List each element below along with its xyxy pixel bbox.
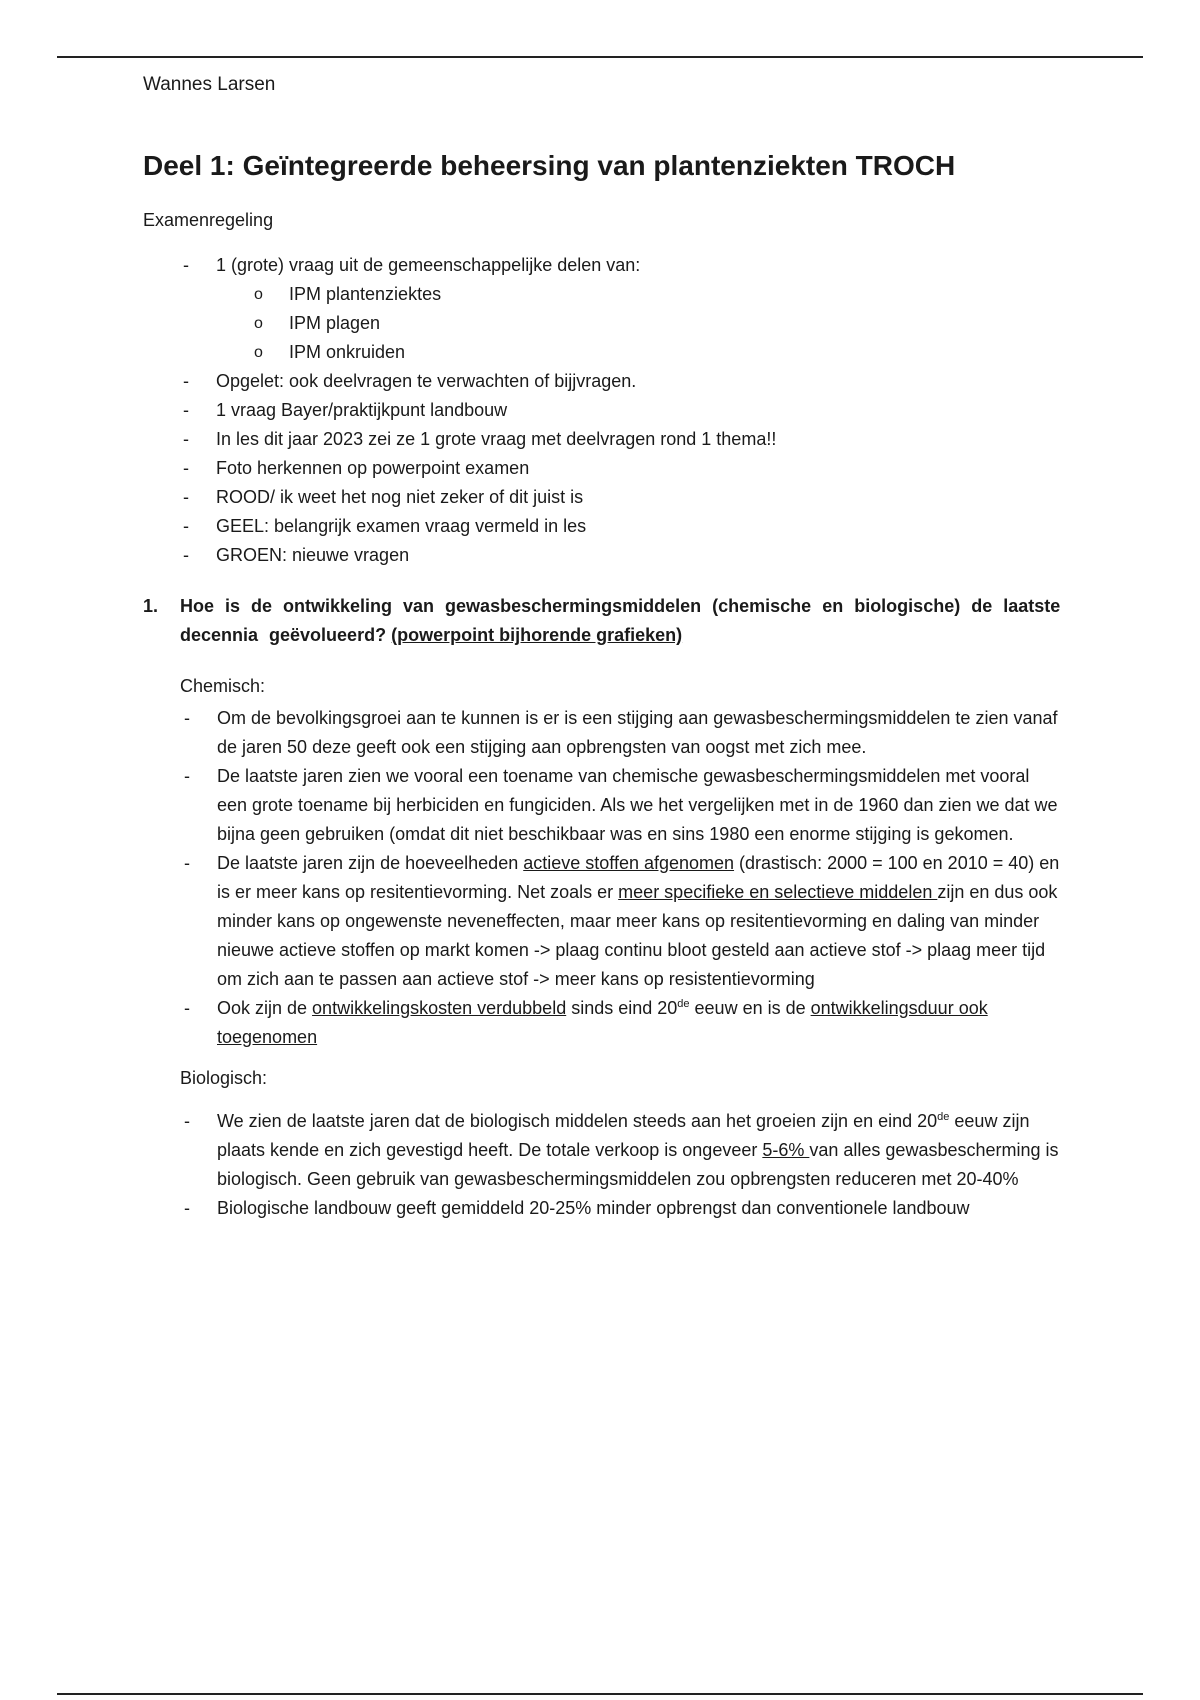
- question-1: [143, 592, 1063, 650]
- question-text: Hoe is de ontwikkeling van gewasbeschermingsmiddelen (chemische en biologische) de laatste decennia geëvolueerd?: [180, 596, 1061, 645]
- list-item: - ROOD/ ik weet het nog niet zeker of dit juist is: [143, 483, 1063, 512]
- list-item: - In les dit jaar 2023 zei ze 1 grote vraag met deelvragen rond 1 thema!!: [143, 425, 1063, 454]
- list-item: - Opgelet: ook deelvragen te verwachten of bijjvragen.: [143, 367, 1063, 396]
- list-item: - GROEN: nieuwe vragen: [143, 541, 1063, 570]
- list-item: - Om de bevolkingsgroei aan te kunnen is er is een stijging aan gewasbeschermingsmiddelen te zien vanaf de jaren 50 deze geeft ook een stijging aan opbrengsten van oogst met zich mee.: [180, 704, 1063, 762]
- biologisch-list: [180, 1107, 1063, 1223]
- list-item: - De laatste jaren zijn de hoeveelheden actieve stoffen afgenomen (drastisch: 2000 = 100 en 2010 = 40) en is er meer kans op resitentievorming. Net zoals er meer specifieke en selectieve middelen zijn en dus ook minder kans op ongewenste neveneffecten, maar meer kans op resitentievorming en daling van minder nieuwe actieve stoffen op markt komen -> plaag continu bloot gesteld aan actieve stof -> plaag meer tijd om zich aan te passen aan actieve stof -> meer kans op resistentievorming: [180, 849, 1063, 994]
- question-reference: (powerpoint bijhorende grafieken): [391, 625, 683, 645]
- list-item: - We zien de laatste jaren dat de biologisch middelen steeds aan het groeien zijn en eind 20de eeuw zijn plaats kende en zich gevestigd heeft. De totale verkoop is ongeveer 5-6% van alles gewasbescherming is biologisch. Geen gebruik van gewasbeschermingsmiddelen zou opbrengsten reduceren met 20-40%: [180, 1107, 1063, 1194]
- exam-list: [143, 251, 1063, 570]
- chemisch-section: [143, 672, 1063, 1052]
- list-item: - Ook zijn de ontwikkelingskosten verdubbeld sinds eind 20de eeuw en is de ontwikkelingsduur ook toegenomen: [180, 994, 1063, 1052]
- chemisch-list: [180, 704, 1063, 1052]
- sublist-item: o IPM plantenziektes: [216, 280, 1063, 309]
- list-item: - 1 vraag Bayer/praktijkpunt landbouw: [143, 396, 1063, 425]
- bottom-rule: [57, 1693, 1143, 1695]
- question-number: 1.: [143, 596, 159, 616]
- list-item: - Biologische landbouw geeft gemiddeld 20-25% minder opbrengst dan conventionele landbouw: [180, 1194, 1063, 1223]
- top-rule: [57, 56, 1143, 58]
- list-item: - GEEL: belangrijk examen vraag vermeld in les: [143, 512, 1063, 541]
- list-item: - De laatste jaren zien we vooral een toename van chemische gewasbeschermingsmiddelen met vooral een grote toename bij herbiciden en fungiciden. Als we het vergelijken met in de 1960 dan zien we dat we bijna geen gebruiken (omdat dit niet beschikbaar was en sins 1980 een enorme stijging is gekomen.: [180, 762, 1063, 849]
- biologisch-heading: Biologisch:: [180, 1068, 268, 1088]
- chemisch-heading: Chemisch:: [180, 676, 266, 696]
- exam-sublist: [216, 280, 1063, 367]
- list-item: - 1 (grote) vraag uit de gemeenschappelijke delen van: o IPM plantenziektes o IPM plagen o IPM onkruiden: [143, 251, 1063, 367]
- header-author: Wannes Larsen: [143, 74, 276, 95]
- sublist-item: o IPM onkruiden: [216, 338, 1063, 367]
- list-item: - Foto herkennen op powerpoint examen: [143, 454, 1063, 483]
- biologisch-section: [143, 1064, 1063, 1223]
- page-title: Deel 1: Geïntegreerde beheersing van plantenziekten TROCH: [143, 150, 956, 181]
- sublist-item: o IPM plagen: [216, 309, 1063, 338]
- page-content: [143, 148, 1063, 1223]
- exam-heading: Examenregeling: [143, 210, 274, 230]
